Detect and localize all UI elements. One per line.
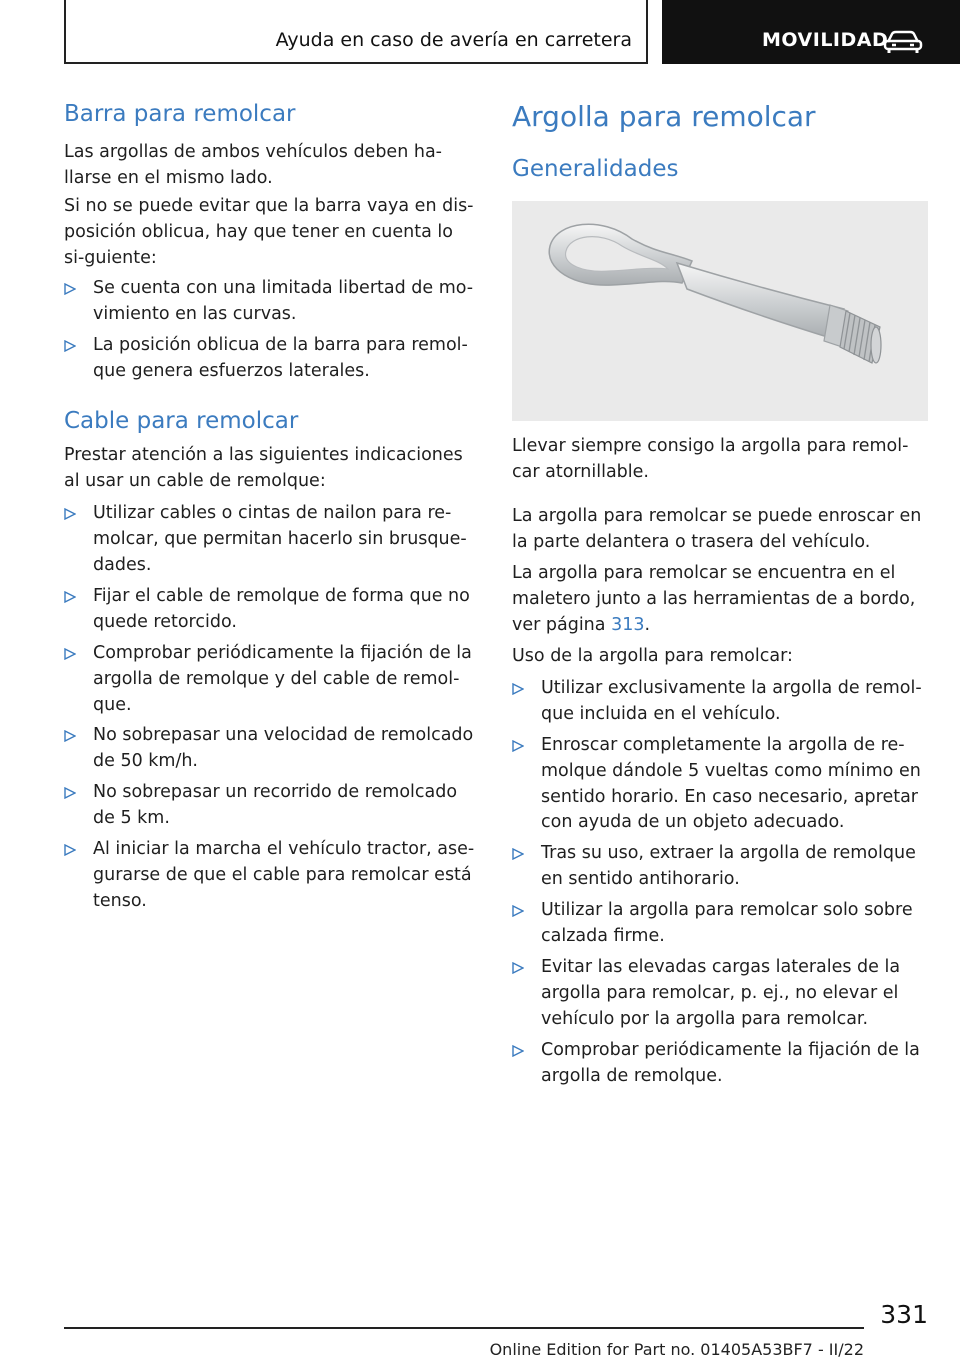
bullet-triangle-icon (512, 962, 524, 974)
towing-eye-paragraph-4: Uso de la argolla para remolcar: (512, 646, 793, 666)
footer-edition: Online Edition for Part no. 01405A53BF7 - II/22 (489, 1340, 864, 1359)
paragraph-3-text: La argolla para remolcar se encuentra en el maletero junto a las herramientas de a bordo, ver página (512, 563, 916, 635)
list-item-text: Comprobar periódicamente la fijación de la argolla de remolque y del cable de remol-que. (93, 643, 472, 715)
tow-bar-paragraph-1: Las argollas de ambos vehículos deben ha-llarse en el mismo lado. (64, 142, 442, 188)
towing-eye-paragraph-1: Llevar siempre consigo la argolla para remol-car atornillable. (512, 436, 909, 482)
page-link-313[interactable]: 313 (611, 614, 645, 635)
list-item-text: Enroscar completamente la argolla de re-molque dándole 5 vueltas como mínimo en sentido horario. En caso necesario, apretar con ayuda de un objeto adecuado. (541, 735, 921, 833)
list-item-text: Se cuenta con una limitada libertad de mo-vimiento en las curvas. (93, 278, 474, 324)
bullet-triangle-icon (64, 648, 76, 660)
section-title: Ayuda en caso de avería en carretera (275, 29, 632, 51)
chapter-title: MOVILIDAD (762, 29, 889, 51)
towing-eye-illustration (512, 201, 928, 421)
page-number: 331 (880, 1300, 928, 1329)
car-icon (882, 28, 924, 54)
bullet-triangle-icon (64, 591, 76, 603)
list-item-text: Utilizar cables o cintas de nailon para re-molcar, que permitan hacerlo sin brusque-dades. (93, 503, 467, 575)
list-item-text: Comprobar periódicamente la fijación de la argolla de remolque. (541, 1040, 920, 1086)
bullet-triangle-icon (512, 905, 524, 917)
list-item-text: Evitar las elevadas cargas laterales de la argolla para remolcar, p. ej., no elevar el vehículo por la argolla para remolcar. (541, 957, 901, 1029)
bullet-triangle-icon (512, 740, 524, 752)
bullet-triangle-icon (64, 730, 76, 742)
towing-eye-image (512, 201, 928, 421)
towing-eye-paragraph-3 (512, 561, 928, 638)
list-item-text: No sobrepasar una velocidad de remolcado de 50 km/h. (93, 725, 474, 771)
list-item-text: Tras su uso, extraer la argolla de remolque en sentido antihorario. (541, 843, 916, 889)
bullet-triangle-icon (64, 340, 76, 352)
bullet-triangle-icon (512, 1045, 524, 1057)
subheading-general: Generalidades (512, 156, 679, 182)
list-item-text: Utilizar exclusivamente la argolla de remol-que incluida en el vehículo. (541, 678, 922, 724)
bullet-triangle-icon (64, 508, 76, 520)
paragraph-3-end: . (644, 614, 651, 635)
list-item-text: No sobrepasar un recorrido de remolcado de 5 km. (93, 782, 458, 828)
tow-bar-paragraph-2: Si no se puede evitar que la barra vaya en dis-posición oblicua, hay que tener en cuenta lo si-guiente: (64, 196, 474, 268)
towing-eye-paragraph-2: La argolla para remolcar se puede enroscar en la parte delantera o trasera del vehículo. (512, 506, 922, 552)
list-item-text: Fijar el cable de remolque de forma que no quede retorcido. (93, 586, 470, 632)
heading-towing-eye: Argolla para remolcar (512, 100, 816, 133)
list-item-text: La posición oblicua de la barra para remol-que genera esfuerzos laterales. (93, 335, 468, 381)
bullet-triangle-icon (64, 844, 76, 856)
bullet-triangle-icon (512, 683, 524, 695)
list-item-text: Utilizar la argolla para remolcar solo sobre calzada firme. (541, 900, 913, 946)
list-item-text: Al iniciar la marcha el vehículo tractor, ase-gurarse de que el cable para remolcar está tenso. (93, 839, 475, 911)
heading-tow-bar: Barra para remolcar (64, 101, 296, 127)
heading-tow-cable: Cable para remolcar (64, 408, 299, 434)
header-section-box (64, 0, 648, 64)
tow-cable-paragraph-1: Prestar atención a las siguientes indicaciones al usar un cable de remolque: (64, 445, 463, 491)
bullet-triangle-icon (64, 787, 76, 799)
footer-divider (64, 1327, 864, 1329)
bullet-triangle-icon (64, 283, 76, 295)
bullet-triangle-icon (512, 848, 524, 860)
